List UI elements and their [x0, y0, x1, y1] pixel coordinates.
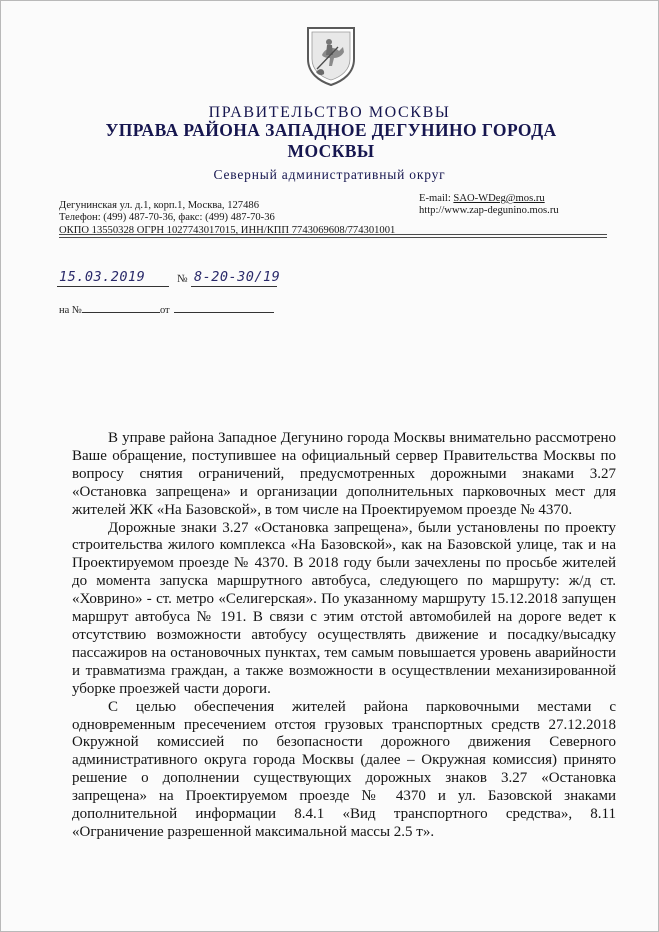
reference-from-label: от: [159, 305, 170, 316]
reference-label: на №: [59, 305, 82, 316]
reference-date-blank: [174, 303, 274, 313]
letter-date: 15.03.2019: [59, 269, 146, 285]
header-divider: [59, 234, 607, 235]
paragraph: В управе района Западное Дегунино города Москвы внимательно рассмотрено Ваше обращение, поступившее на официальный сервер Правительства Москвы по вопросу снятия ограничений, предусмотренных дорожными знаками 3.27 «Остановка запрещена» и организации дополнительных парковочных мест для жителей ЖК «На Базовской», в том числе на Проектируемом проезде № 4370.: [72, 430, 616, 518]
address-block: [59, 200, 395, 237]
paragraph: С целью обеспечения жителей района парковочными местами с одновременным пресечением отстоя грузовых транспортных средств 27.12.2018 Окружной комиссией по безопасности дорожного движения Северного административного округа города Москвы (далее – Окружная комиссия) принято решение о дополнении существующих дорожных знаков 3.27 «Остановка запрещена» на Проектируемом проезде № 4370 и ул. Базовской знаками дополнительной информации 8.4.1 «Вид транспортного средства», 8.11 «Ограничение разрешенной максимальной массы 2.5 т».: [72, 698, 616, 840]
date-underline: [57, 286, 169, 287]
contacts-block: [419, 193, 559, 218]
registry-line: ОКПО 13550328 ОГРН 1027743017015, ИНН/КПП 7743069608/774301001: [59, 224, 396, 236]
district-title: Северный административный округ: [213, 167, 446, 182]
phone-line: Телефон: (499) 487-70-36, факс: (499) 487-70-36: [59, 212, 275, 224]
organization-title: УПРАВА РАЙОНА ЗАПАДНОЕ ДЕГУНИНО ГОРОДА МОСКВЫ: [105, 120, 557, 161]
email-link[interactable]: SAO-WDeg@mos.ru: [453, 193, 545, 204]
address-line: Дегунинская ул. д.1, корп.1, Москва, 127486: [59, 200, 259, 211]
reference-row: [59, 303, 274, 316]
email-label: E-mail:: [419, 193, 454, 204]
number-sign: №: [177, 273, 188, 285]
header-divider-double: [59, 237, 607, 238]
number-underline: [191, 286, 277, 287]
website-link[interactable]: http://www.zap-degunino.mos.ru: [419, 205, 559, 217]
letter-body: [72, 430, 616, 842]
email-row: [419, 193, 559, 205]
paragraph: Дорожные знаки 3.27 «Остановка запрещена», были установлены по проекту строительства жилого комплекса «На Базовской», как на Базовской улице, так и на Проектируемом проезде № 4370. В 2018 году были зачехлены по просьбе жителей до момента запуска маршрутного автобуса, следующего по маршруту: ж/д ст. «Ховрино» - ст. метро «Селигерская». По указанному маршруту 15.12.2018 запущен маршрут автобуса № 191. В связи с этим отстой автомобилей на дороге ведет к отсутствию возможности автобусу осуществлять движение и посадку/высадку пассажиров на остановочных пунктах, тем самым повышается уровень аварийности и травматизма граждан, а также возможности в осуществлении механизированной уборке проезжей части дороги.: [72, 519, 616, 697]
government-title: ПРАВИТЕЛЬСТВО МОСКВЫ: [208, 104, 451, 121]
reference-number-blank: [82, 303, 160, 313]
moscow-coat-of-arms-icon: [305, 25, 357, 87]
letter-number: 8-20-30/19: [194, 269, 281, 285]
